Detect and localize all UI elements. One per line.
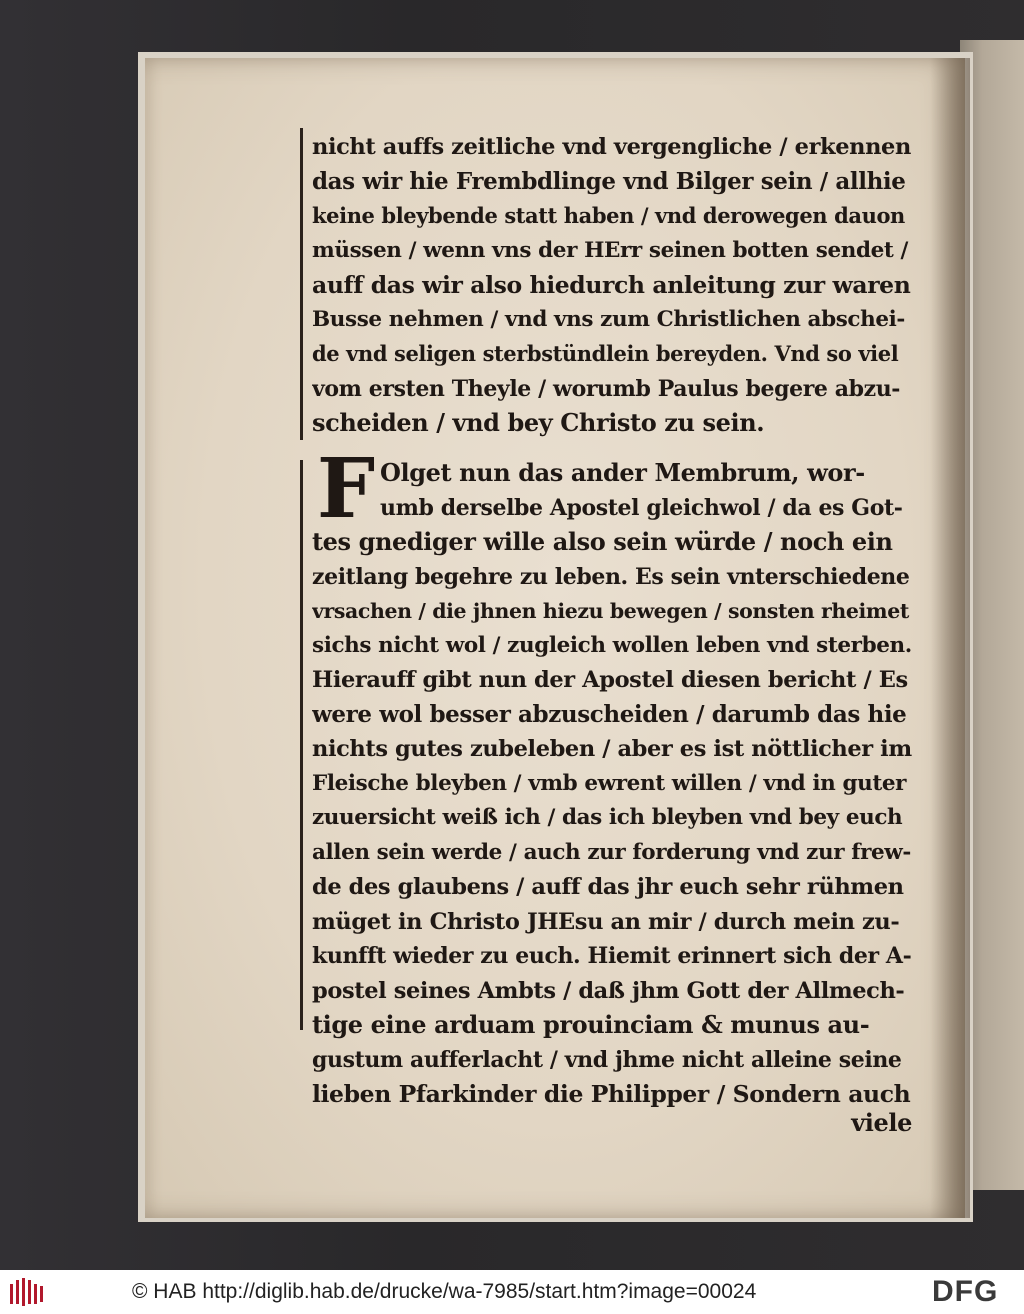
text-line: de des glaubens / auff das jhr euch sehr rühmen <box>312 874 904 900</box>
dfg-logo: DFG <box>932 1275 999 1308</box>
footer-credit-link[interactable]: © HAB http://diglib.hab.de/drucke/wa-7985/start.htm?image=00024 <box>132 1280 757 1303</box>
text-line: de vnd seligen sterbstündlein bereyden. Vnd so viel <box>312 341 899 366</box>
text-line: müget in Christo JHEsu an mir / durch mein zu- <box>312 908 900 935</box>
catchword-container <box>312 1106 912 1141</box>
text-line: zeitlang begehre zu leben. Es sein vnterschiedene <box>312 563 910 590</box>
text-line: Busse nehmen / vnd vns zum Christlichen abschei- <box>312 306 905 332</box>
margin-rule <box>300 128 303 440</box>
text-line: das wir hie Frembdlinge vnd Bilger sein / allhie <box>312 167 906 195</box>
text-line: auff das wir also hiedurch anleitung zur waren <box>312 271 911 299</box>
text-line: Fleische bleyben / vmb ewrent willen / vnd in guter <box>312 770 907 796</box>
text-line: tes gnediger wille also sein würde / noch ein <box>312 527 893 556</box>
text-line: gustum aufferlacht / vnd jhme nicht alleine seine <box>312 1046 902 1073</box>
hab-logo-icon <box>8 1276 44 1308</box>
paragraph-1 <box>312 130 912 441</box>
gutter-shadow <box>930 58 970 1218</box>
text-line: allen sein werde / auch zur forderung vnd zur frew- <box>312 839 911 865</box>
text-line: Olget nun das ander Membrum, wor- <box>380 458 865 487</box>
text-line: keine bleybende statt haben / vnd derowegen dauon <box>312 203 905 228</box>
text-line: zuuersicht weiß ich / das ich bleyben vnd bey euch <box>312 805 903 830</box>
catchword: viele <box>851 1108 912 1137</box>
text-line: lieben Pfarkinder die Philipper / Sondern auch <box>312 1080 911 1108</box>
text-line: nicht auffs zeitliche vnd vergengliche / erkennen <box>312 134 911 160</box>
text-line: vom ersten Theyle / worumb Paulus begere abzu- <box>312 375 901 402</box>
text-line: Hierauff gibt nun der Apostel diesen bericht / Es <box>312 667 908 693</box>
text-line: postel seines Ambts / daß jhm Gott der Allmech- <box>312 977 905 1004</box>
text-line: müssen / wenn vns der HErr seinen botten sendet / <box>312 237 908 263</box>
margin-rule <box>300 460 303 1030</box>
text-line: nichts gutes zubeleben / aber es ist nöttlicher im <box>312 736 912 762</box>
initial-letter: F <box>316 441 376 537</box>
paragraph-2 <box>312 456 912 1112</box>
text-line: umb derselbe Apostel gleichwol / da es Got- <box>380 494 903 521</box>
text-line: were wol besser abzuscheiden / darumb das hie <box>312 700 907 728</box>
text-line: kunfft wieder zu euch. Hiemit erinnert sich der A- <box>312 943 912 969</box>
text-line: scheiden / vnd bey Christo zu sein. <box>312 408 765 437</box>
text-line: sichs nicht wol / zugleich wollen leben vnd sterben. <box>312 632 912 658</box>
text-line: vrsachen / die jhnen hiezu bewegen / sonsten rheimet <box>312 599 909 623</box>
text-line: tige eine arduam prouinciam & munus au- <box>312 1010 870 1039</box>
